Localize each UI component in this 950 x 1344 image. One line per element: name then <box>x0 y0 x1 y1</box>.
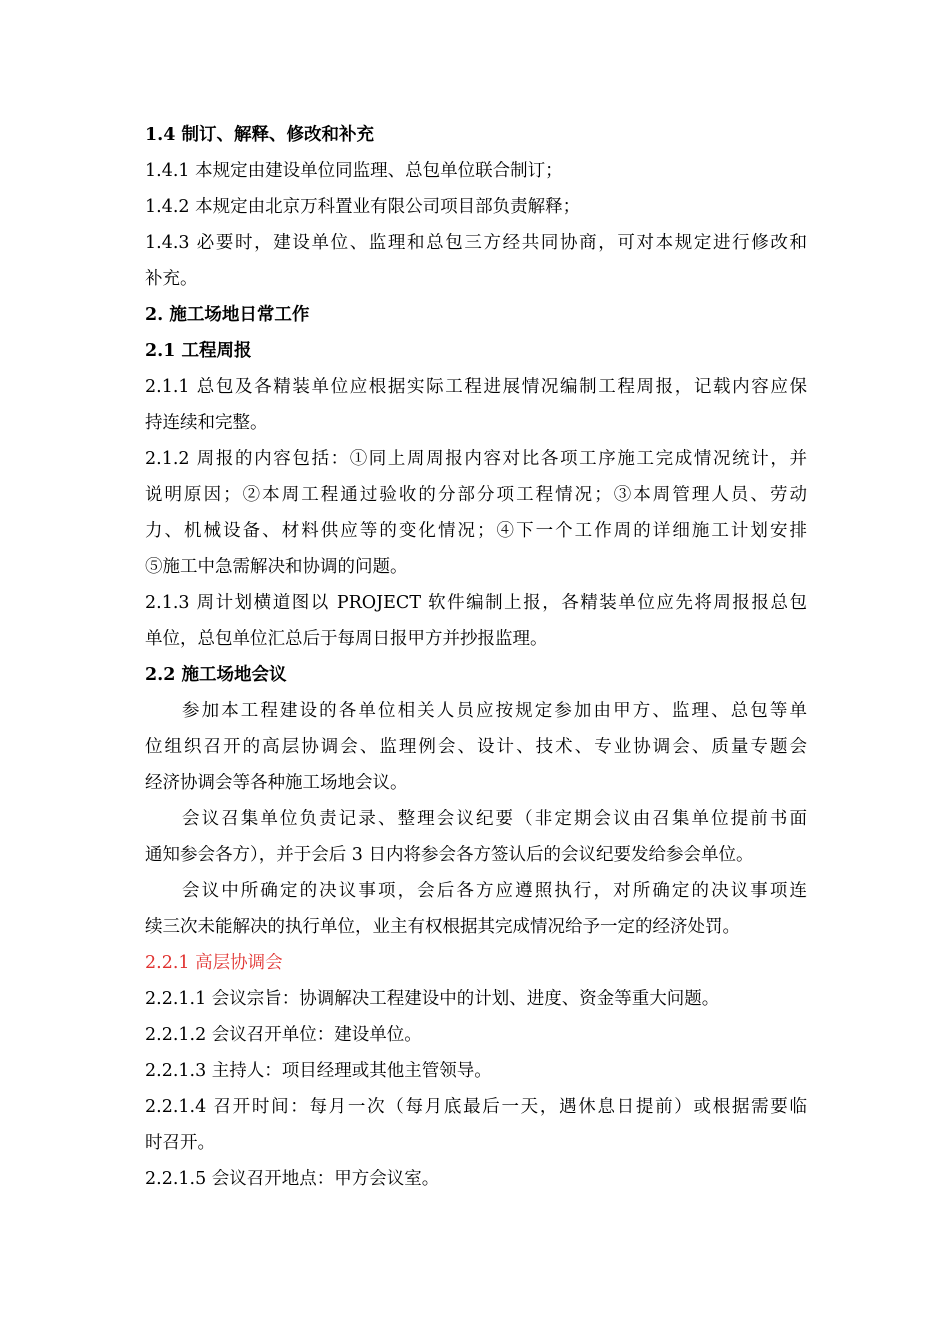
paragraph-2-1-2-line-2: 说明原因；②本周工程通过验收的分部分项工程情况；③本周管理人员、劳动 <box>145 485 807 505</box>
paragraph-1-4-1: 1.4.1 本规定由建设单位同监理、总包单位联合制订； <box>145 161 563 181</box>
paragraph-2-1-1-line-1: 2.1.1 总包及各精装单位应根据实际工程进展情况编制工程周报，记载内容应保 <box>145 377 807 397</box>
paragraph-2-2-1-2: 2.2.1.2 会议召开单位：建设单位。 <box>145 1025 422 1045</box>
paragraph-2-1-2-line-1: 2.1.2 周报的内容包括：①同上周周报内容对比各项工序施工完成情况统计，并 <box>145 449 807 469</box>
paragraph-2-2-1-4-line-2: 时召开。 <box>145 1133 215 1153</box>
paragraph-2-2-1-3: 2.2.1.3 主持人：项目经理或其他主管领导。 <box>145 1061 492 1081</box>
paragraph-1-4-2: 1.4.2 本规定由北京万科置业有限公司项目部负责解释； <box>145 197 581 217</box>
paragraph-2-1-1-line-2: 持连续和完整。 <box>145 413 268 433</box>
paragraph-minutes-line-1: 会议召集单位负责记录、整理会议纪要（非定期会议由召集单位提前书面 <box>182 809 807 829</box>
section-heading-2-2: 2.2 施工场地会议 <box>145 665 287 685</box>
paragraph-2-2-1-1: 2.2.1.1 会议宗旨：协调解决工程建设中的计划、进度、资金等重大问题。 <box>145 989 720 1009</box>
section-heading-1-4: 1.4 制订、解释、修改和补充 <box>145 125 375 145</box>
paragraph-meetings-line-1: 参加本工程建设的各单位相关人员应按规定参加由甲方、监理、总包等单 <box>182 701 807 721</box>
section-heading-2-1: 2.1 工程周报 <box>145 341 252 361</box>
paragraph-2-2-1-4-line-1: 2.2.1.4 召开时间：每月一次（每月底最后一天，遇休息日提前）或根据需要临 <box>145 1097 807 1117</box>
paragraph-2-1-3-line-2: 单位，总包单位汇总后于每周日报甲方并抄报监理。 <box>145 629 548 649</box>
paragraph-2-1-2-line-4: ⑤施工中急需解决和协调的问题。 <box>145 557 408 577</box>
paragraph-resolutions-line-1: 会议中所确定的决议事项，会后各方应遵照执行，对所确定的决议事项连 <box>182 881 807 901</box>
paragraph-resolutions-line-2: 续三次未能解决的执行单位，业主有权根据其完成情况给予一定的经济处罚。 <box>145 917 740 937</box>
paragraph-2-2-1-5: 2.2.1.5 会议召开地点：甲方会议室。 <box>145 1169 440 1189</box>
document-page <box>145 117 807 1197</box>
paragraph-2-1-2-line-3: 力、机械设备、材料供应等的变化情况；④下一个工作周的详细施工计划安排 <box>145 521 807 541</box>
paragraph-2-1-3-line-1: 2.1.3 周计划横道图以 PROJECT 软件编制上报，各精装单位应先将周报报总包 <box>145 593 807 613</box>
paragraph-meetings-line-2: 位组织召开的高层协调会、监理例会、设计、技术、专业协调会、质量专题会 <box>145 737 807 757</box>
paragraph-minutes-line-2: 通知参会各方），并于会后 3 日内将参会各方签认后的会议纪要发给参会单位。 <box>145 845 754 865</box>
paragraph-1-4-3-line-2: 补充。 <box>145 269 198 289</box>
section-heading-2-2-1: 2.2.1 高层协调会 <box>145 953 283 973</box>
paragraph-1-4-3-line-1: 1.4.3 必要时，建设单位、监理和总包三方经共同协商，可对本规定进行修改和 <box>145 233 807 253</box>
paragraph-meetings-line-3: 经济协调会等各种施工场地会议。 <box>145 773 408 793</box>
section-heading-2: 2. 施工场地日常工作 <box>145 305 310 325</box>
